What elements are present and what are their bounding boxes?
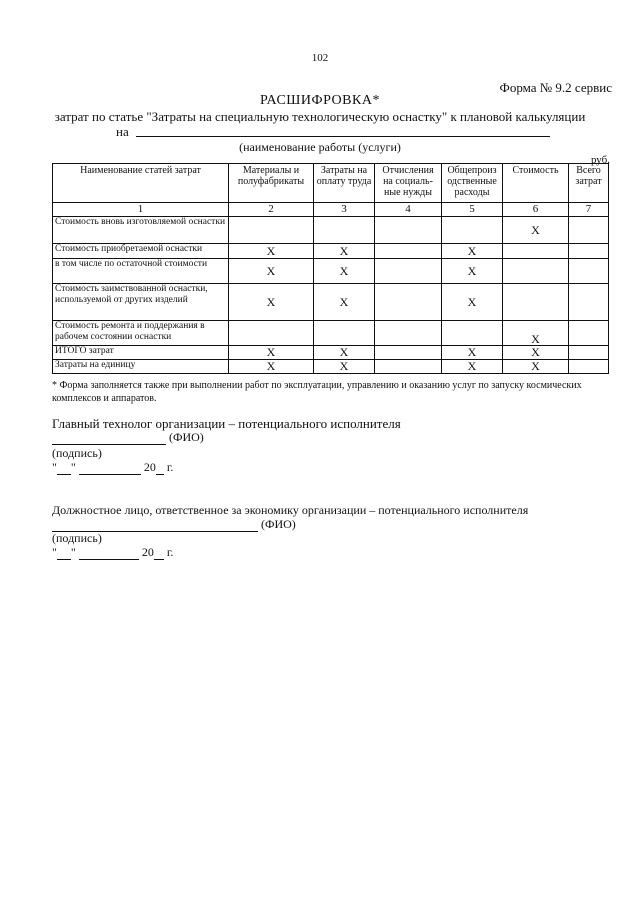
signature2-title: Должностное лицо, ответственное за экономику организации – потенциального исполнителя xyxy=(52,503,529,517)
header-cost-item: Наименование статей затрат xyxy=(53,164,229,203)
mark-cell: X xyxy=(314,284,375,321)
mark-cell: X xyxy=(314,259,375,284)
signature2-year-suffix: г. xyxy=(166,545,174,559)
mark-cell: X xyxy=(503,346,569,360)
signature2-quote-close: " xyxy=(70,545,76,559)
signature1-fio-blank xyxy=(52,444,166,445)
mark-cell: X xyxy=(314,360,375,374)
signature1-year-prefix: 20 xyxy=(143,460,156,474)
table-header-row xyxy=(53,164,609,203)
column-number: 4 xyxy=(375,203,442,217)
signature2-sign-label: (подпись) xyxy=(52,531,102,545)
row-name: ИТОГО затрат xyxy=(53,346,229,360)
row-name: Стоимость ремонта и поддержания в рабочем состоянии оснастки xyxy=(53,321,229,346)
mark-cell: X xyxy=(314,244,375,259)
row-name: Стоимость приобретаемой оснастки xyxy=(53,244,229,259)
signature1-year-suffix: г. xyxy=(166,460,174,474)
mark-cell: X xyxy=(442,360,503,374)
mark-cell xyxy=(442,217,503,244)
row-name: Затраты на единицу xyxy=(53,360,229,374)
signature1-day-blank xyxy=(57,474,71,475)
table-row xyxy=(53,284,609,321)
page-number: 102 xyxy=(311,52,329,64)
mark-cell: X xyxy=(442,346,503,360)
signature1-month-blank xyxy=(79,474,141,475)
table-row xyxy=(53,346,609,360)
signature2-fio-label: (ФИО) xyxy=(261,517,296,531)
mark-cell xyxy=(375,259,442,284)
row-name: в том числе по остаточной стоимости xyxy=(53,259,229,284)
mark-cell xyxy=(569,360,609,374)
header-cost: Стоимость xyxy=(503,164,569,203)
mark-cell xyxy=(375,244,442,259)
mark-cell xyxy=(569,346,609,360)
cost-breakdown-table xyxy=(52,163,609,374)
mark-cell: X xyxy=(503,360,569,374)
signature2-year-blank xyxy=(154,559,164,560)
header-overhead: Общепроиз одственные расходы xyxy=(442,164,503,203)
header-total: Всего затрат xyxy=(569,164,609,203)
footnote: * Форма заполняется также при выполнении работ по эксплуатации, управлению и оказанию услуг по запуску космических комплексов и аппаратов. xyxy=(52,380,582,404)
na-label: на xyxy=(116,124,129,139)
mark-cell xyxy=(375,217,442,244)
mark-cell xyxy=(229,321,314,346)
table-row xyxy=(53,360,609,374)
mark-cell: X xyxy=(229,259,314,284)
header-materials: Материалы и полуфабрикаты xyxy=(229,164,314,203)
mark-cell xyxy=(314,321,375,346)
signature2-fio-line xyxy=(52,517,296,532)
mark-cell: X xyxy=(229,360,314,374)
service-name-blank xyxy=(136,136,550,137)
signature1-date-line xyxy=(52,460,173,475)
document-title: РАСШИФРОВКА* xyxy=(260,93,380,108)
mark-cell: X xyxy=(442,284,503,321)
signature1-fio-label: (ФИО) xyxy=(169,430,204,444)
mark-cell xyxy=(375,346,442,360)
header-labor-costs: Затраты на оплату труда xyxy=(314,164,375,203)
signature2-month-blank xyxy=(79,559,139,560)
table-row xyxy=(53,217,609,244)
mark-cell xyxy=(442,321,503,346)
table-row xyxy=(53,321,609,346)
column-number: 6 xyxy=(503,203,569,217)
signature2-date-line xyxy=(52,545,173,560)
mark-cell: X xyxy=(503,217,569,244)
mark-cell xyxy=(375,360,442,374)
header-social-contributions: Отчисления на социаль-ные нужды xyxy=(375,164,442,203)
signature2-quote-open: " xyxy=(52,545,57,559)
column-number: 1 xyxy=(53,203,229,217)
signature1-fio-line xyxy=(52,430,204,445)
signature1-quote-open: " xyxy=(52,460,57,474)
mark-cell xyxy=(569,244,609,259)
mark-cell xyxy=(569,217,609,244)
table-row xyxy=(53,259,609,284)
currency-label: руб. xyxy=(590,154,610,166)
column-number: 3 xyxy=(314,203,375,217)
mark-cell xyxy=(229,217,314,244)
mark-cell xyxy=(503,244,569,259)
mark-cell xyxy=(503,259,569,284)
service-name-caption: (наименование работы (услуги) xyxy=(239,140,401,154)
column-number: 2 xyxy=(229,203,314,217)
mark-cell xyxy=(375,284,442,321)
table-row xyxy=(53,244,609,259)
document-subtitle: затрат по статье "Затраты на специальную технологическую оснастку" к плановой калькуляции xyxy=(54,109,586,124)
mark-cell: X xyxy=(229,284,314,321)
column-number-row xyxy=(53,203,609,217)
signature1-year-blank xyxy=(156,474,164,475)
mark-cell: X xyxy=(442,259,503,284)
signature1-title: Главный технолог организации – потенциального исполнителя xyxy=(52,416,401,431)
mark-cell: X xyxy=(314,346,375,360)
signature2-year-prefix: 20 xyxy=(141,545,154,559)
mark-cell: X xyxy=(229,244,314,259)
mark-cell: X xyxy=(503,321,569,346)
signature1-quote-close: " xyxy=(70,460,76,474)
column-number: 5 xyxy=(442,203,503,217)
column-number: 7 xyxy=(569,203,609,217)
mark-cell xyxy=(314,217,375,244)
row-name: Стоимость вновь изготовляемой оснастки xyxy=(53,217,229,244)
form-number: Форма № 9.2 сервис xyxy=(499,80,612,95)
signature2-day-blank xyxy=(57,559,71,560)
mark-cell xyxy=(375,321,442,346)
mark-cell: X xyxy=(442,244,503,259)
mark-cell: X xyxy=(229,346,314,360)
signature1-sign-label: (подпись) xyxy=(52,446,102,460)
mark-cell xyxy=(569,321,609,346)
mark-cell xyxy=(569,284,609,321)
mark-cell xyxy=(503,284,569,321)
mark-cell xyxy=(569,259,609,284)
row-name: Стоимость заимствованной оснастки, используемой от других изделий xyxy=(53,284,229,321)
